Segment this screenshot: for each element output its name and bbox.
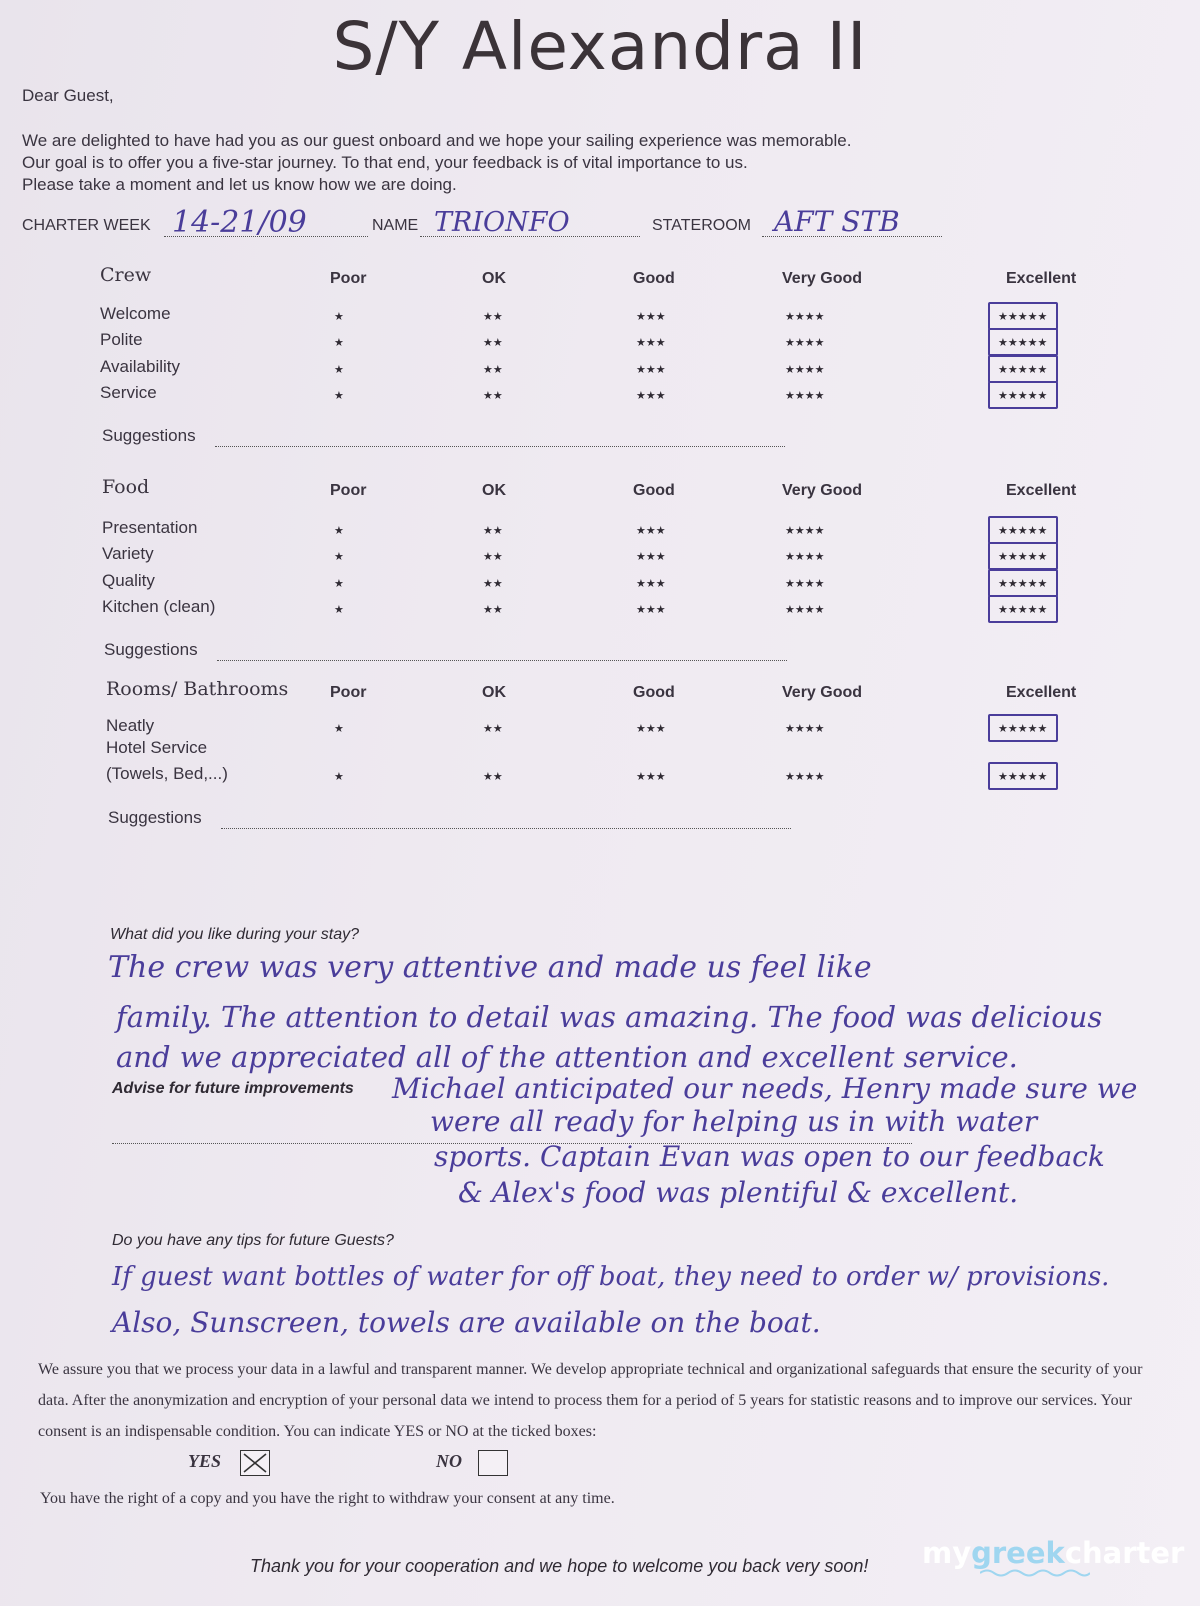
rating-option[interactable]: ★★★★ (785, 723, 825, 735)
rating-row-label: (Towels, Bed,...) (106, 764, 228, 783)
rating-option[interactable]: ★★★ (636, 364, 666, 376)
intro-line: We are delighted to have had you as our guest onboard and we hope your sailing experience was memorable. (22, 131, 852, 150)
tips-answer-line: If guest want bottles of water for off boat, they need to order w/ provisions. (112, 1262, 1110, 1292)
watermark-part: my (922, 1536, 972, 1570)
rating-option[interactable]: ★★★ (636, 390, 666, 402)
rating-option[interactable]: ★ (334, 578, 344, 590)
rating-option[interactable]: ★★★★★ (998, 578, 1048, 590)
liked-answer-line: and we appreciated all of the attention and excellent service. (116, 1040, 1018, 1074)
rating-option[interactable]: ★★★★★ (998, 525, 1048, 537)
yes-label: YES (188, 1451, 222, 1471)
rating-row-label: Polite (100, 330, 143, 349)
intro-text (22, 130, 982, 196)
selected-rating-circle (988, 355, 1058, 383)
watermark-part: charter (1064, 1536, 1185, 1570)
selected-rating-circle (988, 762, 1058, 790)
rating-option[interactable]: ★ (334, 525, 344, 537)
rating-option[interactable]: ★★ (483, 390, 503, 402)
rating-option[interactable]: ★★★ (636, 311, 666, 323)
yes-checkbox[interactable] (240, 1450, 270, 1476)
rating-column-header: Very Good (782, 270, 863, 287)
rating-option[interactable]: ★ (334, 551, 344, 563)
rating-column-header: Poor (330, 270, 367, 287)
selected-rating-circle (988, 328, 1058, 356)
rating-option[interactable]: ★★ (483, 771, 503, 783)
rating-column-header: Very Good (782, 684, 863, 701)
liked-answer-line: family. The attention to detail was amazing. The food was delicious (116, 1000, 1103, 1034)
rating-column-header: Excellent (1006, 270, 1077, 287)
liked-answer-line: & Alex's food was plentiful & excellent. (458, 1176, 1019, 1209)
section-title: Rooms/ Bathrooms (106, 678, 289, 700)
rating-option[interactable]: ★★★★ (785, 525, 825, 537)
charter-week-label: CHARTER WEEK (22, 217, 151, 234)
rating-column-header: Excellent (1006, 482, 1077, 499)
intro-line: Please take a moment and let us know how we are doing. (22, 175, 457, 194)
rating-column-header: Very Good (782, 482, 863, 499)
intro-line: Our goal is to offer you a five-star journey. To that end, your feedback is of vital importance to us. (22, 153, 748, 172)
rating-row-label: Kitchen (clean) (102, 597, 216, 616)
greeting: Dear Guest, (22, 86, 114, 105)
rating-column-header: Poor (330, 684, 367, 701)
rating-option[interactable]: ★★★★★ (998, 604, 1048, 616)
rating-option[interactable]: ★★ (483, 578, 503, 590)
liked-answer-line: The crew was very attentive and made us feel like (108, 950, 872, 985)
rating-option[interactable]: ★★ (483, 551, 503, 563)
rating-option[interactable]: ★★ (483, 337, 503, 349)
rating-option[interactable]: ★★ (483, 525, 503, 537)
watermark-logo (922, 1536, 1184, 1570)
rating-option[interactable]: ★★★★★ (998, 364, 1048, 376)
rating-option[interactable]: ★★★★★ (998, 337, 1048, 349)
tips-question: Do you have any tips for future Guests? (112, 1232, 394, 1249)
suggestions-label: Suggestions (104, 640, 198, 659)
rating-option[interactable]: ★ (334, 390, 344, 402)
no-label: NO (436, 1451, 462, 1471)
rating-option[interactable]: ★★ (483, 364, 503, 376)
header-fields-row (22, 205, 942, 245)
rating-option[interactable]: ★★★ (636, 525, 666, 537)
name-label: NAME (372, 217, 419, 234)
section-title: Food (102, 476, 150, 498)
selected-rating-circle (988, 516, 1058, 544)
rating-option[interactable]: ★ (334, 337, 344, 349)
rating-option[interactable]: ★ (334, 364, 344, 376)
name-value[interactable]: TRIONFO (434, 207, 570, 238)
rating-row-label: Service (100, 383, 157, 402)
stateroom-label: STATEROOM (652, 217, 751, 234)
selected-rating-circle (988, 569, 1058, 597)
suggestions-label: Suggestions (108, 808, 202, 827)
selected-rating-circle (988, 302, 1058, 330)
rating-row-label: Quality (102, 571, 155, 590)
rating-option[interactable]: ★★★ (636, 723, 666, 735)
rating-option[interactable]: ★★★★ (785, 578, 825, 590)
liked-answer-line: were all ready for helping us in with water (430, 1105, 1038, 1138)
rating-option[interactable]: ★★★★★ (998, 311, 1048, 323)
rating-option[interactable]: ★★★★★ (998, 551, 1048, 563)
rating-option[interactable]: ★★★★ (785, 771, 825, 783)
rating-column-header: Poor (330, 482, 367, 499)
suggestions-line[interactable] (215, 446, 785, 447)
rating-option[interactable]: ★★★ (636, 578, 666, 590)
rating-column-header: Good (633, 270, 675, 287)
rating-option[interactable]: ★★ (483, 604, 503, 616)
rating-option[interactable]: ★★★★ (785, 604, 825, 616)
rating-option[interactable]: ★★★★★ (998, 723, 1048, 735)
stateroom-value[interactable]: AFT STB (774, 205, 900, 238)
rating-row-label: Neatly (106, 716, 155, 735)
selected-rating-circle (988, 595, 1058, 623)
rating-row-label: Availability (100, 357, 181, 376)
watermark-part: greek (971, 1536, 1065, 1570)
section-title: Crew (100, 264, 152, 286)
privacy-notice: We assure you that we process your data in a lawful and transparent manner. We develop appropriate technical and organizational safeguards that ensure the security of your data. After the anonymization and encryption of your personal data we intend to process them for a period of 5 years for statistic reasons and to improve our services. Your consent is an indispensable condition. You can indicate YES or NO at the ticked boxes: (38, 1361, 1143, 1440)
liked-question: What did you like during your stay? (110, 926, 360, 943)
rating-column-header: Good (633, 482, 675, 499)
rating-option[interactable]: ★ (334, 604, 344, 616)
rating-option[interactable]: ★★★★ (785, 364, 825, 376)
advise-line (112, 1143, 912, 1144)
rating-option[interactable]: ★★★★ (785, 311, 825, 323)
charter-week-value[interactable]: 14-21/09 (172, 205, 307, 240)
rating-option[interactable]: ★★★★ (785, 551, 825, 563)
selected-rating-circle (988, 381, 1058, 409)
rating-option[interactable]: ★★★★ (785, 337, 825, 349)
rating-option[interactable]: ★ (334, 771, 344, 783)
rating-option[interactable]: ★★★ (636, 771, 666, 783)
advise-question: Advise for future improvements (112, 1080, 354, 1097)
suggestions-line[interactable] (221, 828, 791, 829)
rating-option[interactable]: ★★★ (636, 604, 666, 616)
suggestions-line[interactable] (217, 660, 787, 661)
liked-answer-line: Michael anticipated our needs, Henry made sure we (392, 1072, 1138, 1105)
checkmark-x-icon (241, 1451, 269, 1475)
rating-option[interactable]: ★★ (483, 311, 503, 323)
rating-column-header: Excellent (1006, 684, 1077, 701)
rating-row-label: Variety (102, 544, 154, 563)
rating-column-header: Good (633, 684, 675, 701)
rating-option[interactable]: ★ (334, 723, 344, 735)
rating-option[interactable]: ★ (334, 311, 344, 323)
tips-answer-line: Also, Sunscreen, towels are available on the boat. (112, 1306, 821, 1339)
yacht-title: S/Y Alexandra II (332, 8, 868, 85)
rating-column-header: OK (482, 684, 506, 701)
selected-rating-circle (988, 542, 1058, 570)
watermark-wave-icon (980, 1568, 1090, 1578)
liked-answer-line: sports. Captain Evan was open to our feedback (434, 1140, 1105, 1173)
rating-row-label: Welcome (100, 304, 171, 323)
rating-column-header: OK (482, 270, 506, 287)
rating-option[interactable]: ★★★★★ (998, 390, 1048, 402)
rating-column-header: OK (482, 482, 506, 499)
rating-option[interactable]: ★★★ (636, 337, 666, 349)
selected-rating-circle (988, 714, 1058, 742)
rating-option[interactable]: ★★★★★ (998, 771, 1048, 783)
rights-text: You have the right of a copy and you have the right to withdraw your consent at any time. (40, 1490, 615, 1507)
suggestions-label: Suggestions (102, 426, 196, 445)
rating-option[interactable]: ★★ (483, 723, 503, 735)
rating-row-label: Hotel Service (106, 738, 208, 757)
rating-row-label: Presentation (102, 518, 198, 537)
rating-option[interactable]: ★★★ (636, 551, 666, 563)
rating-option[interactable]: ★★★★ (785, 390, 825, 402)
no-checkbox[interactable] (478, 1450, 508, 1476)
closing-message: Thank you for your cooperation and we hope to welcome you back very soon! (250, 1556, 869, 1576)
